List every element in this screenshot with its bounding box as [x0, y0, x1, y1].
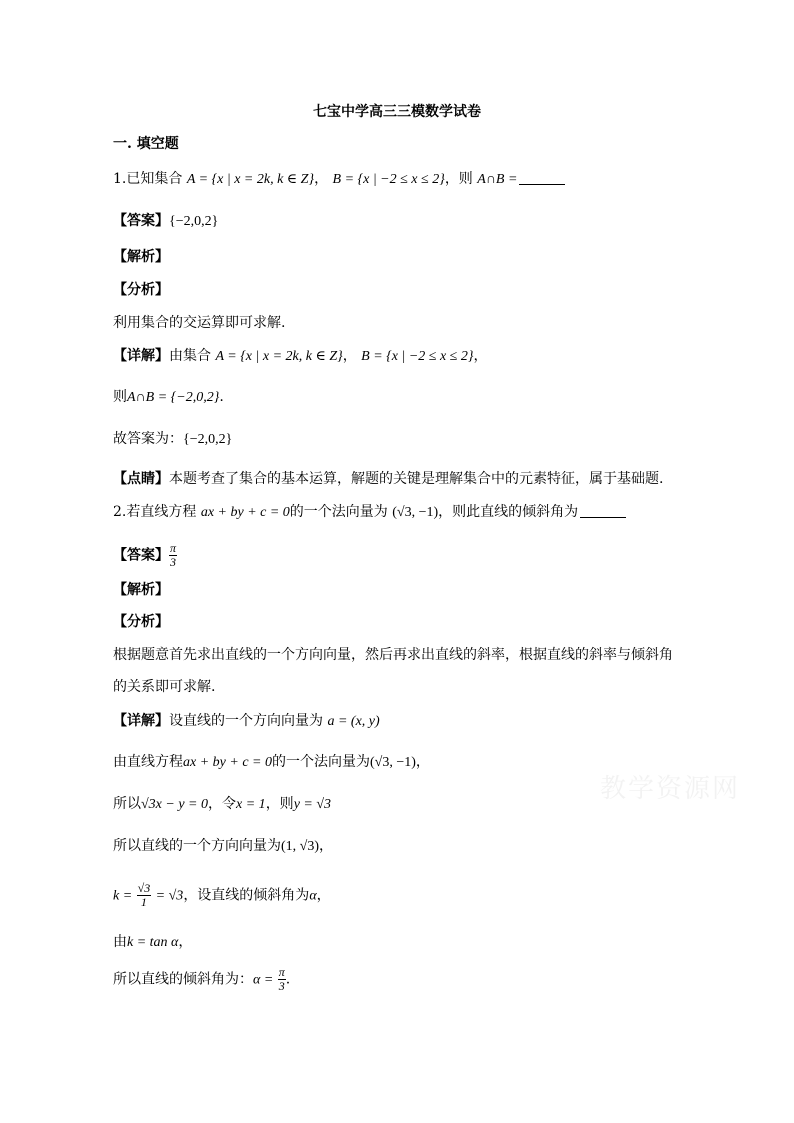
fenxi-label: 【分析】	[113, 614, 169, 630]
detail-2-line4: 所以直线的一个方向向量为(1, √3)，	[113, 838, 334, 854]
detail-1: 【详解】由集合 A = {x | x = 2k, k ∈ Z}， B = {x | −2 ≤ x ≤ 2}，	[113, 348, 488, 364]
line-equation: ax + by + c = 0	[200, 505, 290, 520]
normal-vector: (√3, −1)	[392, 505, 439, 520]
jiexi-label: 【解析】	[113, 582, 169, 598]
fenxi-text: 根据题意首先求出直线的一个方向向量，然后再求出直线的斜率，根据直线的斜率与倾斜角	[113, 647, 673, 663]
answer-blank	[580, 503, 626, 518]
intersection-expr: A∩B =	[477, 172, 518, 187]
detail-2-line3: 所以√3x − y = 0，令x = 1，则y = √3	[113, 796, 332, 812]
jiexi-label: 【解析】	[113, 249, 169, 265]
direction-vector: a = (x, y)	[327, 714, 380, 729]
detail-2-line6: 由k = tan α，	[113, 934, 193, 950]
angle-fraction: $\frac{\pi}{3}$	[278, 965, 285, 993]
detail-2-line2: 由直线方程ax + by + c = 0的一个法向量为(√3, −1)，	[113, 754, 430, 770]
fenxi-text-2: 的关系即可求解.	[113, 679, 216, 695]
question-2: 2.若直线方程 ax + by + c = 0的一个法向量为 (√3, −1)，则此直线的倾斜角为	[113, 502, 626, 523]
set-b: B = {x | −2 ≤ x ≤ 2}	[332, 172, 445, 187]
page-title: 七宝中学高三三模数学试卷	[313, 104, 481, 120]
answer-2: 【答案】 $\frac{\pi}{3}$	[113, 541, 177, 569]
watermark: 教学资源网	[600, 774, 741, 804]
final-answer-1: 故答案为：{−2,0,2}	[113, 431, 233, 447]
slope-fraction: $\frac{√3}{1}$	[137, 881, 151, 909]
answer-fraction: $\frac{\pi}{3}$	[170, 541, 177, 569]
answer-blank	[519, 170, 565, 185]
set-a: A = {x | x = 2k, k ∈ Z}	[186, 172, 315, 187]
fenxi-label: 【分析】	[113, 282, 169, 298]
question-1: 1.已知集合 A = {x | x = 2k, k ∈ Z}， B = {x | −2 ≤ x ≤ 2}，则 A∩B =	[113, 169, 565, 190]
fenxi-text: 利用集合的交运算即可求解.	[113, 315, 286, 331]
detail-2-line7: 所以直线的倾斜角为：α = $\frac{\pi}{3}$ .	[113, 965, 291, 993]
comment-1: 【点睛】本题考查了集合的基本运算，解题的关键是理解集合中的元素特征，属于基础题.	[113, 471, 664, 487]
detail-2: 【详解】设直线的一个方向向量为 a = (x, y)	[113, 713, 380, 729]
detail-2-line5: k = $\frac{√3}{1}$ = √3，设直线的倾斜角为α，	[113, 881, 331, 909]
detail-1-line2: 则A∩B = {−2,0,2}.	[113, 389, 224, 405]
answer-1: 【答案】{−2,0,2}	[113, 213, 219, 229]
section-heading: 一. 填空题	[113, 136, 179, 152]
